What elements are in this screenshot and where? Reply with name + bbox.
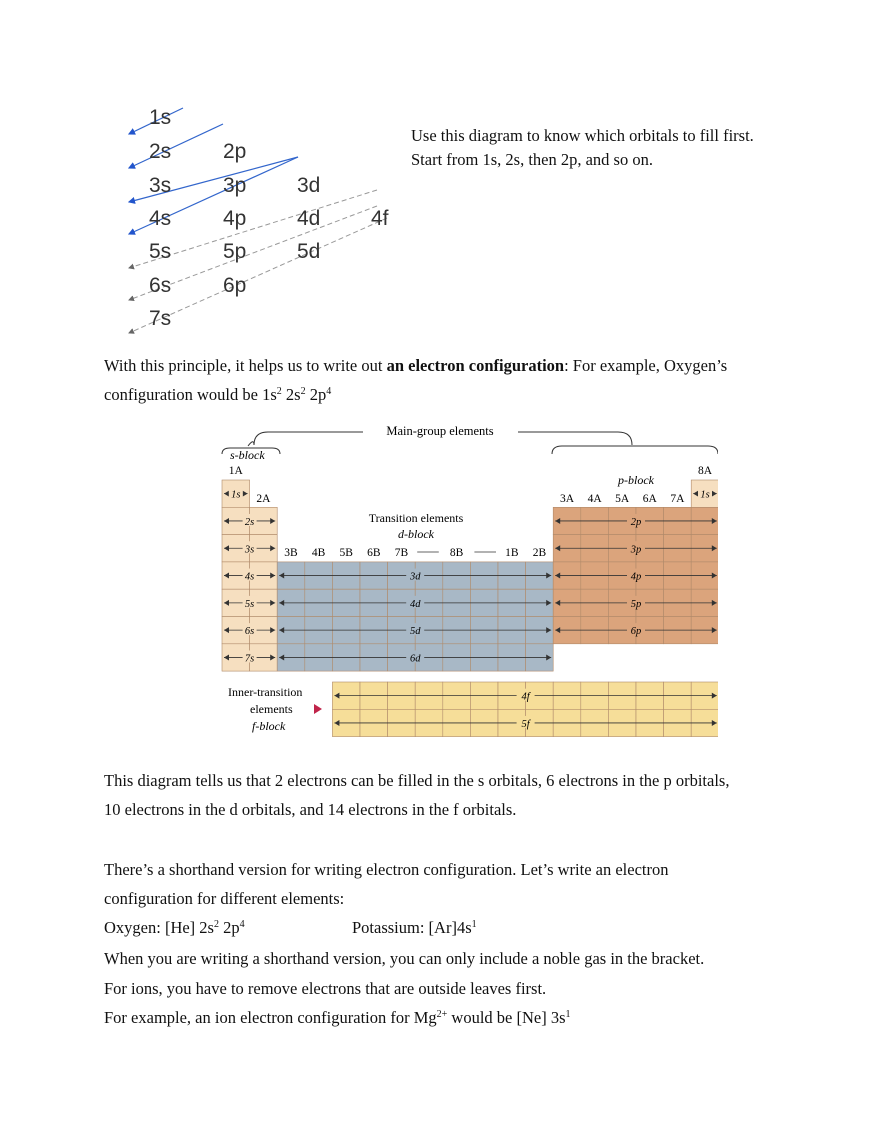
s-block-label: s-block bbox=[230, 448, 265, 462]
group-4b: 4B bbox=[311, 547, 326, 559]
oxygen-mid: 2p bbox=[218, 918, 240, 937]
group-3a: 3A bbox=[559, 493, 575, 505]
orbital-2p: 2p bbox=[223, 140, 247, 163]
orbital-3p: 3p bbox=[223, 174, 247, 197]
main-group-label: Main-group elements bbox=[386, 424, 494, 438]
periodic-table-blocks bbox=[218, 420, 718, 740]
s-label-2s: 2s bbox=[244, 516, 255, 528]
orbital-4p: 4p bbox=[223, 207, 247, 230]
f-block-pointer bbox=[314, 704, 322, 714]
intro-sup3: 4 bbox=[326, 386, 332, 397]
arrow-2 bbox=[129, 124, 223, 168]
para3-line1: There’s a shorthand version for writing electron configuration. Let’s write an electron bbox=[104, 860, 669, 879]
para3-line5: For ions, you have to remove electrons that are outside leaves first. bbox=[104, 979, 547, 998]
ion-pre: For example, an ion electron configuration for Mg bbox=[104, 1008, 437, 1027]
d-label-4d: 4d bbox=[409, 598, 421, 610]
group-5b: 5B bbox=[339, 547, 353, 559]
s-label-5s: 5s bbox=[244, 598, 255, 610]
intro-sup1: 2 bbox=[276, 386, 282, 397]
orbital-3s: 3s bbox=[149, 174, 172, 197]
inner-elements-label: elements bbox=[250, 702, 293, 716]
para3-line4: When you are writing a shorthand version, you can only include a noble gas in the bracket. bbox=[104, 949, 705, 968]
main-group-brace-left-tip bbox=[248, 442, 254, 446]
f-block-label: f-block bbox=[252, 719, 286, 733]
transition-label: Transition elements bbox=[368, 511, 464, 525]
orbital-7s: 7s bbox=[149, 307, 172, 330]
group-6b: 6B bbox=[367, 547, 381, 559]
p-label-3p: 3p bbox=[630, 544, 642, 556]
intro-config: configuration would be 1s bbox=[104, 385, 277, 404]
orbital-6s: 6s bbox=[149, 274, 172, 297]
f-label-4f: 4f bbox=[521, 691, 530, 703]
intro-bold: an electron configuration bbox=[386, 356, 565, 375]
p-block-label: p-block bbox=[618, 473, 654, 487]
d-label-6d: 6d bbox=[409, 653, 421, 665]
potassium-sup: 1 bbox=[471, 919, 477, 930]
s-label-3s: 3s bbox=[244, 544, 255, 556]
d-label-3d: 3d bbox=[409, 571, 421, 583]
f-label-5f: 5f bbox=[521, 718, 530, 730]
orbital-1s: 1s bbox=[149, 106, 172, 129]
group-1a: 1A bbox=[228, 465, 243, 477]
he-label: 1s bbox=[700, 489, 710, 501]
p-label-5p: 5p bbox=[630, 598, 642, 610]
group-7a: 7A bbox=[670, 493, 685, 505]
orbital-6p: 6p bbox=[223, 274, 247, 297]
para3-line2: configuration for different elements: bbox=[104, 889, 345, 908]
group-8b: 8B bbox=[449, 547, 464, 559]
orbital-5s: 5s bbox=[149, 240, 172, 263]
para2-line1: This diagram tells us that 2 electrons can be filled in the s orbitals, 6 electrons in the p orbitals, bbox=[104, 771, 730, 790]
oxygen-pre: Oxygen: [He] 2s bbox=[104, 918, 214, 937]
intro-line2 bbox=[104, 380, 331, 409]
group-5a: 5A bbox=[615, 493, 630, 505]
p-label-6p: 6p bbox=[630, 626, 642, 638]
p-label-4p: 4p bbox=[630, 571, 642, 583]
group-4a: 4A bbox=[587, 493, 602, 505]
intro-pre: With this principle, it helps us to write out bbox=[104, 356, 387, 375]
d-block-label: d-block bbox=[398, 527, 434, 541]
aufbau-caption-line2: Start from 1s, 2s, then 2p, and so on. bbox=[411, 150, 653, 169]
group-8a: 8A bbox=[697, 465, 713, 477]
group-6a: 6A bbox=[642, 493, 657, 505]
inner-transition-label: Inner-transition bbox=[228, 685, 303, 699]
orbital-5d: 5d bbox=[297, 240, 321, 263]
intro-mid2: 2p bbox=[305, 385, 327, 404]
ion-sup2: 1 bbox=[565, 1009, 571, 1020]
aufbau-diagram bbox=[115, 100, 405, 340]
d-label-5d: 5d bbox=[409, 626, 421, 638]
orbital-4f: 4f bbox=[371, 207, 389, 230]
group-7b: 7B bbox=[394, 547, 409, 559]
p-label-2p: 2p bbox=[630, 516, 642, 528]
orbital-2s: 2s bbox=[149, 140, 172, 163]
intro-line1 bbox=[104, 351, 727, 380]
intro-post: : For example, Oxygen’s bbox=[564, 356, 728, 375]
s-label-7s: 7s bbox=[244, 653, 255, 665]
ion-mid: would be [Ne] 3s bbox=[447, 1008, 566, 1027]
potassium-pre: Potassium: [Ar]4s bbox=[352, 918, 472, 937]
ion-config bbox=[104, 1003, 571, 1032]
oxygen-config bbox=[104, 913, 245, 942]
group-2b: 2B bbox=[532, 547, 547, 559]
s-label-4s: 4s bbox=[244, 571, 255, 583]
orbital-5p: 5p bbox=[223, 240, 247, 263]
group-2a: 2A bbox=[256, 493, 271, 505]
intro-mid1: 2s bbox=[281, 385, 301, 404]
s-label-6s: 6s bbox=[244, 626, 255, 638]
aufbau-caption-line1: Use this diagram to know which orbitals to fill first. bbox=[411, 126, 754, 145]
orbital-4s: 4s bbox=[149, 207, 172, 230]
para2-line2: 10 electrons in the d orbitals, and 14 electrons in the f orbitals. bbox=[104, 800, 517, 819]
intro-sup2: 2 bbox=[300, 386, 306, 397]
orbital-4d: 4d bbox=[297, 207, 321, 230]
ion-sup: 2+ bbox=[436, 1009, 448, 1020]
s-label-1s: 1s bbox=[231, 489, 241, 501]
group-3b: 3B bbox=[284, 547, 298, 559]
p-block-brace bbox=[552, 446, 718, 454]
oxygen-sup1: 2 bbox=[213, 919, 219, 930]
oxygen-sup2: 4 bbox=[239, 919, 245, 930]
potassium-config bbox=[352, 913, 477, 942]
orbital-3d: 3d bbox=[297, 174, 321, 197]
group-1b: 1B bbox=[505, 547, 519, 559]
